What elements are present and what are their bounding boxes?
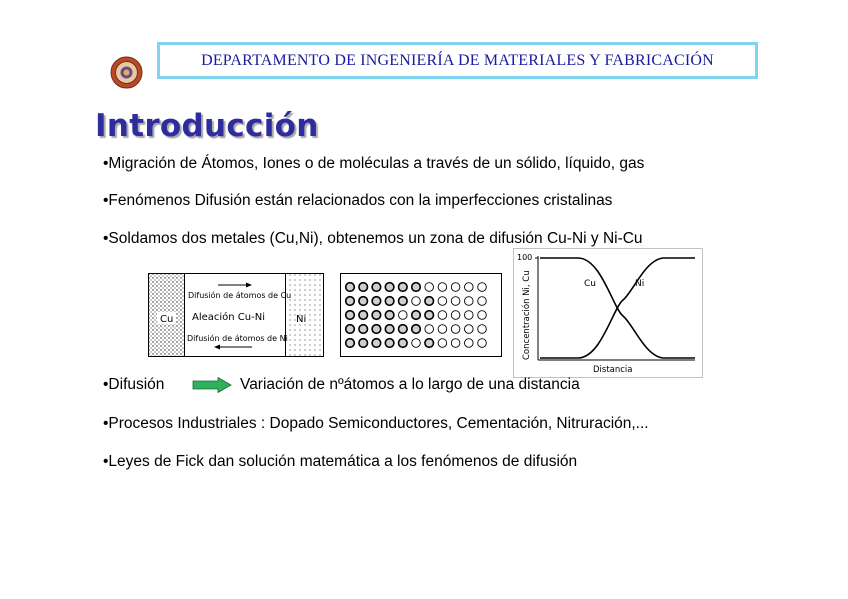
atom bbox=[412, 325, 421, 334]
atom bbox=[412, 283, 421, 292]
atom bbox=[478, 339, 487, 348]
atom bbox=[359, 283, 368, 292]
atom bbox=[346, 325, 355, 334]
atom bbox=[399, 283, 408, 292]
atom bbox=[425, 311, 434, 320]
bullet-welding: •Soldamos dos metales (Cu,Ni), obtenemos un zona de difusión Cu-Ni y Ni-Cu bbox=[103, 230, 643, 247]
atom bbox=[438, 339, 447, 348]
atom bbox=[478, 283, 487, 292]
atom bbox=[385, 339, 394, 348]
atom bbox=[425, 325, 434, 334]
alloy-label: Aleación Cu-Ni bbox=[192, 312, 265, 323]
atom bbox=[346, 339, 355, 348]
atom bbox=[465, 283, 474, 292]
bullet-industrial: •Procesos Industriales : Dopado Semiconductores, Cementación, Nitruración,... bbox=[103, 415, 649, 432]
diffusion-definition-row bbox=[103, 376, 703, 396]
atom bbox=[438, 297, 447, 306]
diffusion-label: •Difusión bbox=[103, 376, 165, 393]
atom bbox=[399, 297, 408, 306]
department-seal-logo bbox=[110, 56, 143, 89]
atom bbox=[412, 297, 421, 306]
slide-title: Introducción bbox=[95, 108, 319, 144]
atom bbox=[372, 339, 381, 348]
atom bbox=[465, 325, 474, 334]
atom bbox=[385, 311, 394, 320]
y-axis-label: Concentración Ni, Cu bbox=[522, 270, 532, 360]
top-arrow-label: Difusión de átomos de Cu bbox=[188, 291, 292, 300]
atom bbox=[478, 297, 487, 306]
atom bbox=[425, 283, 434, 292]
department-name: DEPARTAMENTO DE INGENIERÍA DE MATERIALES Y FABRICACIÓN bbox=[201, 51, 714, 69]
atom bbox=[425, 297, 434, 306]
bottom-arrow-label: Difusión de átomos de Ni bbox=[187, 334, 288, 343]
atom bbox=[359, 297, 368, 306]
atom bbox=[478, 325, 487, 334]
atom bbox=[425, 339, 434, 348]
diffusion-description: Variación de nºátomos a lo largo de una distancia bbox=[240, 376, 580, 393]
atom bbox=[346, 297, 355, 306]
ni-label: Ni bbox=[296, 314, 307, 325]
atom bbox=[372, 283, 381, 292]
atom bbox=[465, 339, 474, 348]
atom bbox=[438, 283, 447, 292]
atom bbox=[346, 311, 355, 320]
atom bbox=[399, 339, 408, 348]
right-arrow-icon bbox=[192, 377, 232, 393]
atom bbox=[465, 311, 474, 320]
bullet-fick: •Leyes de Fick dan solución matemática a los fenómenos de difusión bbox=[103, 453, 578, 470]
bullet-phenomena: •Fenómenos Difusión están relacionados con la imperfecciones cristalinas bbox=[103, 192, 613, 209]
atom bbox=[372, 297, 381, 306]
atom bbox=[372, 311, 381, 320]
x-axis-label: Distancia bbox=[593, 365, 633, 375]
atom bbox=[359, 325, 368, 334]
ni-series-label: Ni bbox=[635, 279, 645, 289]
cu-series-label: Cu bbox=[584, 279, 596, 289]
atom bbox=[478, 311, 487, 320]
atom bbox=[399, 311, 408, 320]
atom bbox=[438, 311, 447, 320]
atom bbox=[451, 325, 460, 334]
atom bbox=[385, 297, 394, 306]
atom bbox=[372, 325, 381, 334]
bullet-migration: •Migración de Átomos, Iones o de moléculas a través de un sólido, líquido, gas bbox=[103, 155, 645, 172]
atom bbox=[451, 283, 460, 292]
atom bbox=[451, 297, 460, 306]
atom bbox=[385, 283, 394, 292]
atom bbox=[399, 325, 408, 334]
atom bbox=[385, 325, 394, 334]
alloy-diffusion-diagram bbox=[148, 273, 324, 357]
atom bbox=[359, 339, 368, 348]
atom bbox=[465, 297, 474, 306]
atom bbox=[451, 311, 460, 320]
concentration-profile-chart bbox=[513, 248, 703, 378]
atom bbox=[346, 283, 355, 292]
atom bbox=[438, 325, 447, 334]
atom bbox=[412, 311, 421, 320]
atom bbox=[359, 311, 368, 320]
cu-label: Cu bbox=[160, 314, 174, 325]
y-max-label: 100 bbox=[517, 253, 533, 262]
atom bbox=[451, 339, 460, 348]
atom bbox=[412, 339, 421, 348]
department-header bbox=[157, 42, 758, 79]
atom-lattice-diagram bbox=[340, 273, 502, 357]
